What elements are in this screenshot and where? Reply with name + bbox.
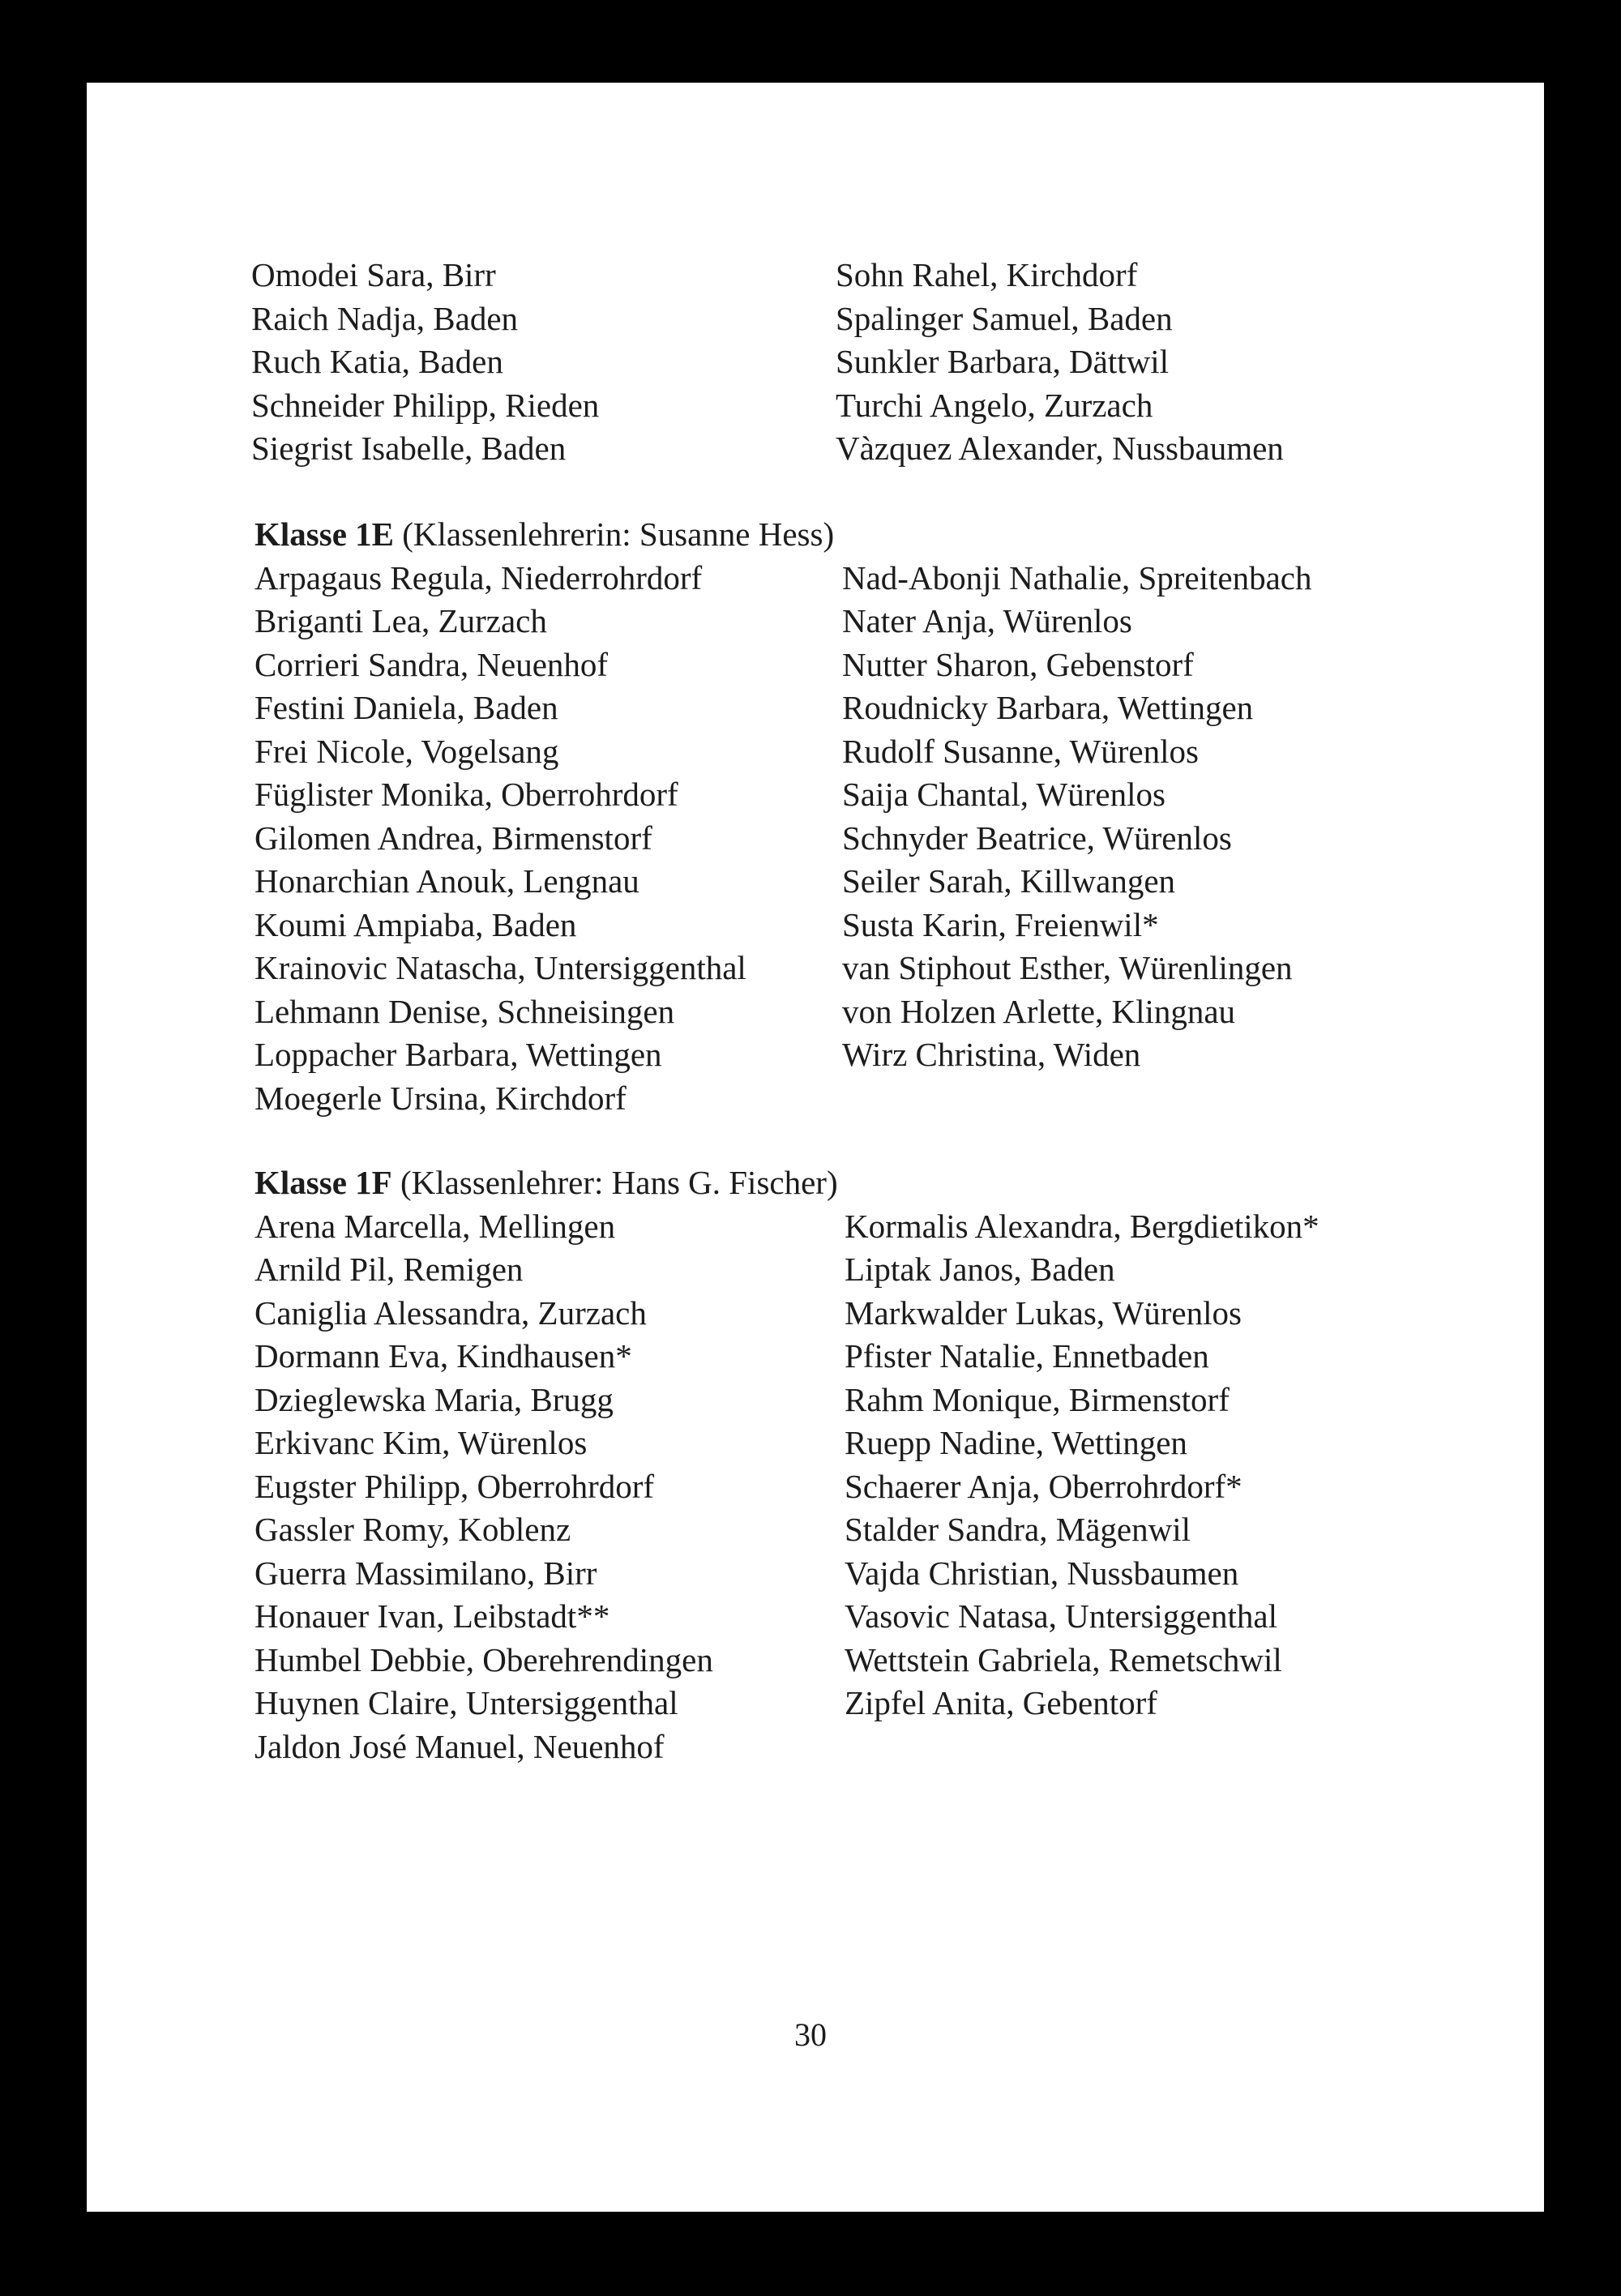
student-entry: Kormalis Alexandra, Bergdietikon* [845,1207,1319,1245]
student-entry: Rahm Monique, Birmenstorf [845,1380,1230,1418]
student-entry: Gassler Romy, Koblenz [254,1511,571,1548]
student-entry: Huynen Claire, Untersiggenthal [254,1684,678,1721]
student-entry: Markwalder Lukas, Würenlos [845,1293,1242,1332]
student-entry: Pfister Natalie, Ennetbaden [845,1337,1209,1375]
class-1f-heading [254,1161,838,1205]
class-1f-section [254,1161,1319,1765]
student-entry: Vàzquez Alexander, Nussbaumen [836,430,1284,467]
student-entry: Siegrist Isabelle, Baden [251,430,567,467]
student-entry: Lehmann Denise, Schneisingen [254,992,675,1030]
student-entry: Rudolf Susanne, Würenlos [842,732,1199,770]
student-column-right [836,254,1284,471]
student-entry: Arena Marcella, Mellingen [254,1207,616,1245]
student-entry: Briganti Lea, Zurzach [254,602,547,639]
student-entry: Caniglia Alessandra, Zurzach [254,1293,647,1332]
student-entry: Wettstein Gabriela, Remetschwil [845,1640,1282,1678]
student-entry: Sunkler Barbara, Dättwil [836,343,1170,380]
student-entry: Koumi Ampiaba, Baden [254,905,577,943]
student-entry: Jaldon José Manuel, Neuenhof [254,1727,665,1765]
student-entry: Ruepp Nadine, Wettingen [845,1424,1187,1461]
student-entry: Krainovic Natascha, Untersiggenthal [254,949,746,986]
student-entry: Guerra Massimilano, Birr [254,1554,597,1592]
student-entry: Liptak Janos, Baden [845,1251,1115,1288]
student-entry: Ruch Katia, Baden [251,343,503,380]
class-1f-column-right [845,1205,1319,1725]
class-1e-title: Klasse 1E [254,515,394,553]
student-entry: Susta Karin, Freienwil* [842,905,1159,943]
student-entry: Schneider Philipp, Rieden [251,386,600,424]
student-entry: Arpagaus Regula, Niederrohrdorf [254,558,703,596]
student-entry: Nad-Abonji Nathalie, Spreitenbach [842,558,1312,596]
student-entry: Humbel Debbie, Oberehrendingen [254,1640,713,1678]
student-entry: Corrieri Sandra, Neuenhof [254,645,609,683]
class-1e-column-right [842,557,1312,1077]
student-entry: Honauer Ivan, Leibstadt** [254,1597,610,1635]
student-entry: Dzieglewska Maria, Brugg [254,1380,614,1418]
student-entry: Zipfel Anita, Gebentorf [845,1684,1157,1721]
student-entry: Moegerle Ursina, Kirchdorf [254,1079,627,1117]
student-entry: Dormann Eva, Kindhausen* [254,1337,632,1375]
student-entry: Roudnicky Barbara, Wettingen [842,689,1254,726]
class-1e-teacher: (Klassenlehrerin: Susanne Hess) [394,515,835,553]
student-entry: Vasovic Natasa, Untersiggenthal [845,1597,1277,1635]
student-entry: Arnild Pil, Remigen [254,1251,524,1288]
student-entry: von Holzen Arlette, Klingnau [842,992,1236,1030]
student-entry: Spalinger Samuel, Baden [836,299,1173,337]
student-entry: Nutter Sharon, Gebenstorf [842,645,1194,683]
class-1e-section [254,513,1312,1117]
student-column-left [251,254,599,471]
student-entry: Seiler Sarah, Killwangen [842,862,1176,900]
student-entry: van Stiphout Esther, Würenlingen [842,949,1293,986]
student-entry: Saija Chantal, Würenlos [842,776,1165,813]
page-number: 30 [794,2016,827,2053]
student-entry: Füglister Monika, Oberrohrdorf [254,776,678,813]
class-1e-heading [254,513,834,557]
student-entry: Erkivanc Kim, Würenlos [254,1424,588,1461]
class-1f-column-left [254,1205,713,1769]
student-entry: Loppacher Barbara, Wettingen [254,1036,662,1073]
class-1e-column-left [254,557,746,1121]
student-entry: Sohn Rahel, Kirchdorf [836,256,1138,293]
student-entry: Omodei Sara, Birr [251,256,496,293]
student-entry: Stalder Sandra, Mägenwil [845,1511,1191,1548]
student-entry: Turchi Angelo, Zurzach [836,386,1153,424]
student-entry: Nater Anja, Würenlos [842,602,1132,639]
student-entry: Schaerer Anja, Oberrohrdorf* [845,1467,1242,1505]
student-entry: Honarchian Anouk, Lengnau [254,862,639,900]
student-entry: Wirz Christina, Widen [842,1036,1141,1073]
student-entry: Schnyder Beatrice, Würenlos [842,819,1232,857]
student-entry: Frei Nicole, Vogelsang [254,732,559,770]
class-1f-teacher: (Klassenlehrer: Hans G. Fischer) [391,1164,838,1201]
student-entry: Eugster Philipp, Oberrohrdorf [254,1467,655,1505]
student-entry: Gilomen Andrea, Birmenstorf [254,819,652,857]
student-entry: Vajda Christian, Nussbaumen [845,1554,1239,1592]
student-entry: Festini Daniela, Baden [254,689,558,726]
class-1f-title: Klasse 1F [254,1164,392,1201]
student-entry: Raich Nadja, Baden [251,299,519,337]
